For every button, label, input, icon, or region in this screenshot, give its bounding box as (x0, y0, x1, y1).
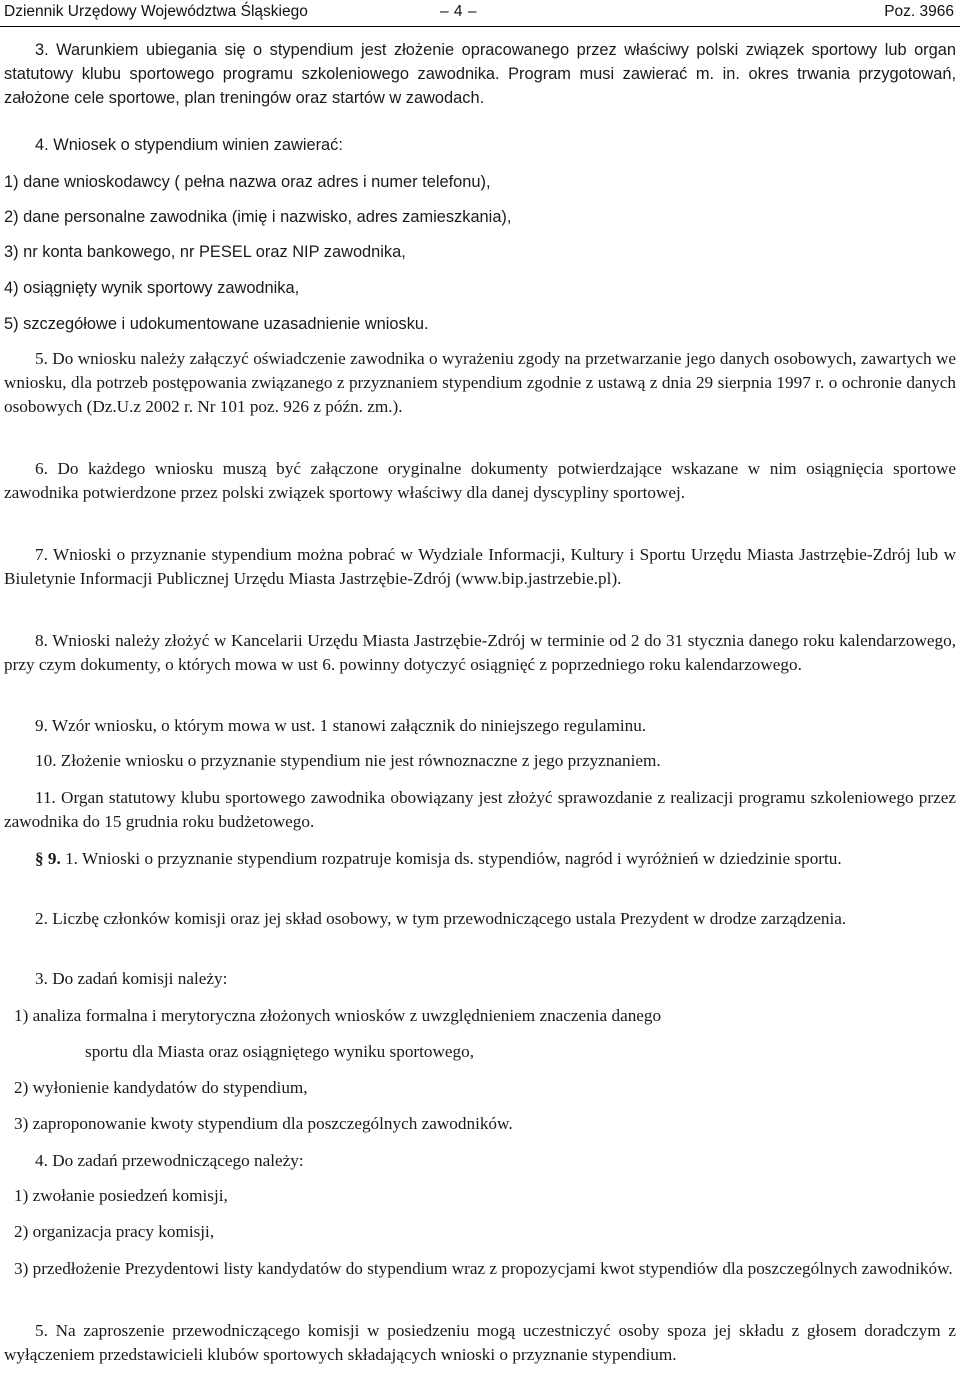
paragraph-9: 9. Wzór wniosku, o którym mowa w ust. 1 stanowi załącznik do niniejszego regulaminu. (35, 716, 647, 735)
list-item: 4) osiągnięty wynik sportowy zawodnika, (4, 279, 300, 297)
bip-link[interactable]: www.bip.jastrzebie.pl (461, 569, 612, 588)
section-9-paragraph-5: 5. Na zaproszenie przewodniczącego komisji w posiedzeniu mogą uczestniczyć osoby spoza jej składu z głosem doradczym z wyłączeniem przedstawicieli klubów sportowych składających wnioski o przyznanie stypendium. (4, 1321, 956, 1364)
paragraph-7-text: 7. Wnioski o przyznanie stypendium można pobrać w Wydziale Informacji, Kultury i Sportu Urzędu Miasta Jastrzębie-Zdrój lub w Biuletynie Informacji Publicznej Urzędu Miasta Jastrzębie-Zdrój ( (4, 545, 956, 588)
paragraph-7-end: ). (611, 569, 622, 588)
list-item: 1) analiza formalna i merytoryczna złożonych wniosków z uwzględnieniem znaczenia danego (14, 1006, 662, 1025)
list-item: 5) szczegółowe i udokumentowane uzasadnienie wniosku. (4, 315, 429, 333)
list-item: 1) zwołanie posiedzeń komisji, (14, 1186, 228, 1205)
position-number: Poz. 3966 (884, 3, 954, 20)
page-number: – 4 – (440, 3, 477, 20)
journal-title: Dziennik Urzędowy Województwa Śląskiego (4, 3, 308, 20)
section-9-label: § 9. (35, 849, 61, 868)
list-item: 2) wyłonienie kandydatów do stypendium, (14, 1078, 308, 1097)
paragraph-6: 6. Do każdego wniosku muszą być załączone oryginalne dokumenty potwierdzające wskazane w nim osiągnięcia sportowe zawodnika potwierdzone przez polski związek sportowy właściwy dla danej dyscypliny sportowej. (4, 459, 956, 502)
paragraph-5: 5. Do wniosku należy załączyć oświadczenie zawodnika o wyrażeniu zgody na przetwarzanie jego danych osobowych, zawartych we wniosku, dla potrzeb postępowania związanego z przyznaniem stypendium zgodnie z ustawą z dnia 29 sierpnia 1997 r. o ochronie danych osobowych (Dz.U.z 2002 r. Nr 101 poz. 926 z późn. zm.). (4, 349, 956, 416)
list-item: 3) nr konta bankowego, nr PESEL oraz NIP zawodnika, (4, 243, 406, 261)
section-9-paragraph-4-intro: 4. Do zadań przewodniczącego należy: (35, 1151, 304, 1170)
paragraph-3: 3. Warunkiem ubiegania się o stypendium jest złożenie opracowanego przez właściwy polski związek sportowy lub organ statutowy klubu sportowego programu szkoleniowego zawodnika. Program musi zawierać m. in. okres trwania przygotowań, założone cele sportowe, plan treningów oraz startów w zawodach. (4, 41, 956, 107)
section-9-paragraph-2: 2. Liczbę członków komisji oraz jej skład osobowy, w tym przewodniczącego ustala Prezydent w drodze zarządzenia. (35, 909, 847, 928)
page-header (0, 0, 960, 27)
paragraph-4-intro: 4. Wniosek o stypendium winien zawierać: (35, 136, 343, 154)
list-item-continuation: sportu dla Miasta oraz osiągniętego wyniku sportowego, (85, 1042, 475, 1061)
section-9-paragraph-1 (4, 847, 956, 871)
list-item: 2) dane personalne zawodnika (imię i nazwisko, adres zamieszkania), (4, 208, 512, 226)
list-item: 3) przedłożenie Prezydentowi listy kandydatów do stypendium wraz z propozycjami kwot stypendiów dla poszczególnych zawodników. (14, 1259, 953, 1278)
list-item: 1) dane wnioskodawcy ( pełna nazwa oraz adres i numer telefonu), (4, 173, 491, 191)
list-item: 3) zaproponowanie kwoty stypendium dla poszczególnych zawodników. (14, 1114, 513, 1133)
paragraph-10: 10. Złożenie wniosku o przyznanie stypendium nie jest równoznaczne z jego przyznaniem. (35, 751, 661, 770)
section-9-paragraph-3-intro: 3. Do zadań komisji należy: (35, 969, 228, 988)
section-9-paragraph-1-text: 1. Wnioski o przyznanie stypendium rozpatruje komisja ds. stypendiów, nagród i wyróżnień w dziedzinie sportu. (60, 849, 842, 868)
paragraph-11: 11. Organ statutowy klubu sportowego zawodnika obowiązany jest złożyć sprawozdanie z realizacji programu szkoleniowego przez zawodnika do 15 grudnia roku budżetowego. (4, 788, 956, 831)
list-item: 2) organizacja pracy komisji, (14, 1222, 215, 1241)
paragraph-7 (4, 543, 956, 591)
paragraph-8: 8. Wnioski należy złożyć w Kancelarii Urzędu Miasta Jastrzębie-Zdrój w terminie od 2 do 31 stycznia danego roku kalendarzowego, przy czym dokumenty, o których mowa w ust 6. powinny dotyczyć osiągnięć z poprzedniego roku kalendarzowego. (4, 631, 956, 674)
